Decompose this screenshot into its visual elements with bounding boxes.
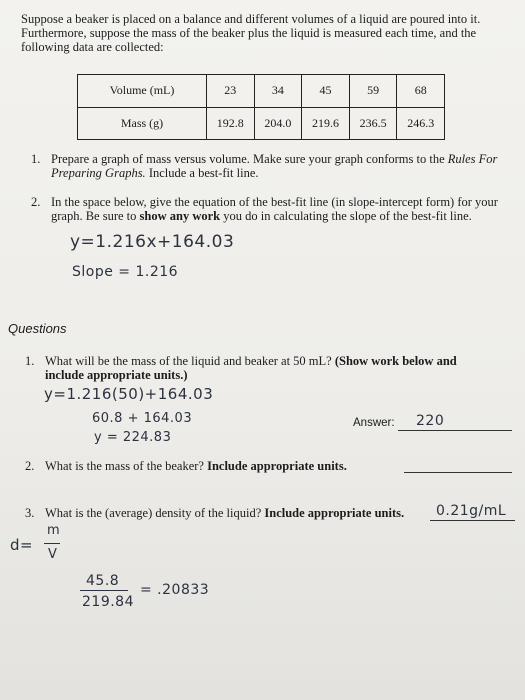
- instruction-1-italic-2: Preparing Graphs.: [51, 166, 146, 180]
- handwritten-result: = .20833: [140, 582, 210, 598]
- instruction-2-text-2b: you do in calculating the slope of the best-fit line.: [220, 209, 472, 223]
- intro-line-1: Suppose a beaker is placed on a balance and different volumes of a liquid are poured into it.: [21, 12, 481, 26]
- instruction-1: [31, 152, 511, 180]
- handwritten-q1-line2: 60.8 + 164.03: [92, 411, 193, 426]
- question-3-number: 3.: [25, 506, 35, 520]
- question-2-text: What is the mass of the beaker?: [45, 459, 208, 473]
- table-cell: 246.3: [397, 107, 445, 140]
- handwritten-denominator: 219.84: [82, 594, 134, 610]
- intro-line-3: following data are collected:: [21, 40, 164, 54]
- table-cell: 236.5: [349, 107, 397, 140]
- data-table: [77, 74, 445, 140]
- question-3-bold: Include appropriate units.: [264, 506, 405, 520]
- table-header-volume: Volume (mL): [78, 75, 207, 108]
- handwritten-numerator: 45.8: [86, 573, 120, 589]
- instruction-2-text: In the space below, give the equation of the best-fit line (in slope-intercept form) for your: [51, 195, 498, 209]
- questions-heading: Questions: [8, 321, 67, 336]
- question-1-bold-2: include appropriate units.): [45, 368, 188, 382]
- handwritten-d: d=: [10, 536, 34, 554]
- question-3-text: What is the (average) density of the liquid?: [45, 506, 265, 520]
- table-cell: 34: [254, 75, 302, 108]
- table-row-mass: [78, 107, 445, 140]
- question-1-text: What will be the mass of the liquid and beaker at 50 mL?: [45, 354, 335, 368]
- instruction-2: [31, 195, 516, 223]
- question-2-number: 2.: [25, 459, 35, 473]
- table-cell: 45: [302, 75, 350, 108]
- fraction-bar-1: [44, 543, 60, 544]
- handwritten-q1-line3: y = 224.83: [94, 430, 172, 445]
- table-cell: 192.8: [207, 107, 255, 140]
- intro-paragraph: [21, 12, 511, 54]
- handwritten-slope: Slope = 1.216: [72, 264, 179, 280]
- answer-line-q2: [404, 472, 512, 473]
- table-cell: 59: [349, 75, 397, 108]
- intro-line-2: Furthermore, suppose the mass of the beaker plus the liquid is measured each time, and the: [21, 26, 477, 40]
- table-cell: 219.6: [302, 107, 350, 140]
- instruction-1-italic: Rules For: [447, 152, 498, 166]
- answer-line-q3: [430, 520, 515, 521]
- instruction-2-bold: show any work: [139, 209, 221, 223]
- handwritten-m: m: [47, 523, 61, 538]
- question-1-bold: (Show work below and: [334, 354, 457, 368]
- fraction-bar-2: [80, 590, 128, 591]
- handwritten-q3-answer: 0.21g/mL: [436, 503, 507, 519]
- table-header-mass: Mass (g): [78, 107, 207, 140]
- handwritten-equation: y=1.216x+164.03: [70, 232, 235, 252]
- table-cell: 68: [397, 75, 445, 108]
- table-cell: 204.0: [254, 107, 302, 140]
- instruction-1-text-2: Include a best-fit line.: [145, 166, 259, 180]
- handwritten-q1-line1: y=1.216(50)+164.03: [44, 385, 214, 403]
- answer-line-q1: [398, 430, 512, 431]
- question-1-number: 1.: [25, 354, 35, 368]
- instruction-1-number: 1.: [31, 152, 41, 166]
- question-1: [25, 354, 505, 382]
- instruction-2-number: 2.: [31, 195, 41, 209]
- question-3: [25, 506, 425, 520]
- answer-label: Answer:: [353, 417, 395, 429]
- instruction-1-text: Prepare a graph of mass versus volume. Make sure your graph conforms to the: [51, 152, 445, 166]
- question-2: [25, 459, 505, 473]
- instruction-2-text-2a: graph. Be sure to: [51, 209, 140, 223]
- handwritten-v: V: [48, 547, 58, 562]
- table-cell: 23: [207, 75, 255, 108]
- handwritten-q1-answer: 220: [416, 413, 445, 429]
- table-row-volume: [78, 75, 445, 108]
- question-2-bold: Include appropriate units.: [207, 459, 347, 473]
